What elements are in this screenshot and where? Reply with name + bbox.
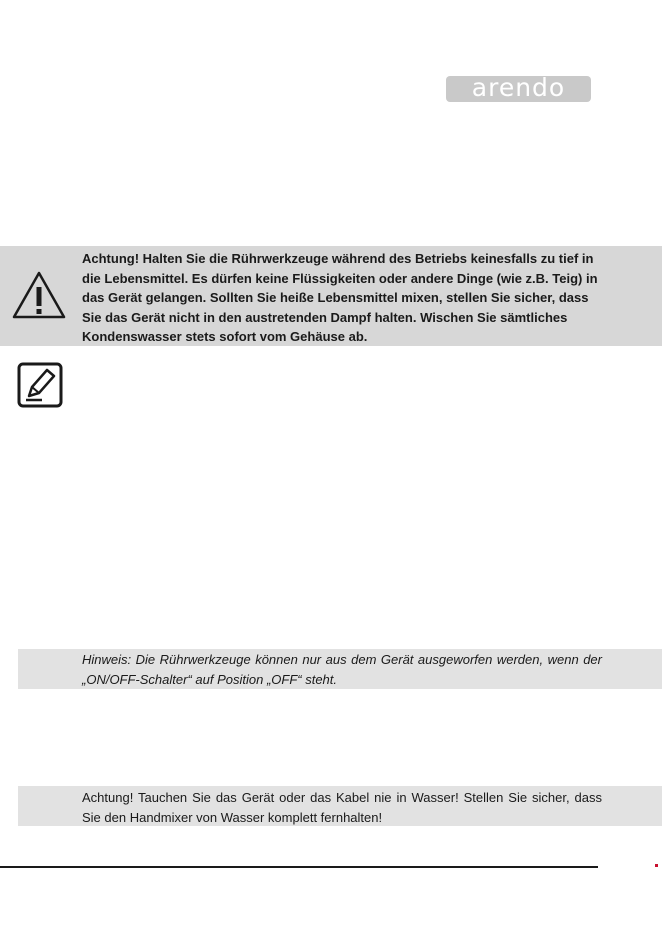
arendo-logo: [446, 72, 591, 102]
logo-text: arendo: [471, 72, 566, 102]
footer-divider: [0, 866, 598, 868]
warning-text: Achtung! Halten Sie die Rührwerkzeuge während des Betriebs keinesfalls zu tief in die Lebensmittel. Es dürfen keine Flüssigkeiten oder andere Dinge (wie z.B. Teig) in das Gerät gelangen. Sollten Sie heiße Lebensmittel mixen, stellen Sie sicher, dass Sie das Gerät nicht in den austretenden Dampf halten. Wischen Sie sämtliches Kondenswasser stets sofort vom Gehäuse ab.: [82, 251, 598, 344]
water-warning-text: Achtung! Tauchen Sie das Gerät oder das Kabel nie in Wasser! Stellen Sie sicher, dass Sie den Handmixer von Wasser komplett fernhalten!: [82, 790, 602, 825]
note-pen-icon: [17, 362, 63, 408]
hint-text: Hinweis: Die Rührwerkzeuge können nur aus dem Gerät ausgeworfen werden, wenn der „ON/OFF-Schalter“ auf Position „OFF“ steht.: [82, 652, 602, 687]
warning-triangle-icon: [11, 269, 67, 321]
edge-mark: [655, 864, 658, 867]
